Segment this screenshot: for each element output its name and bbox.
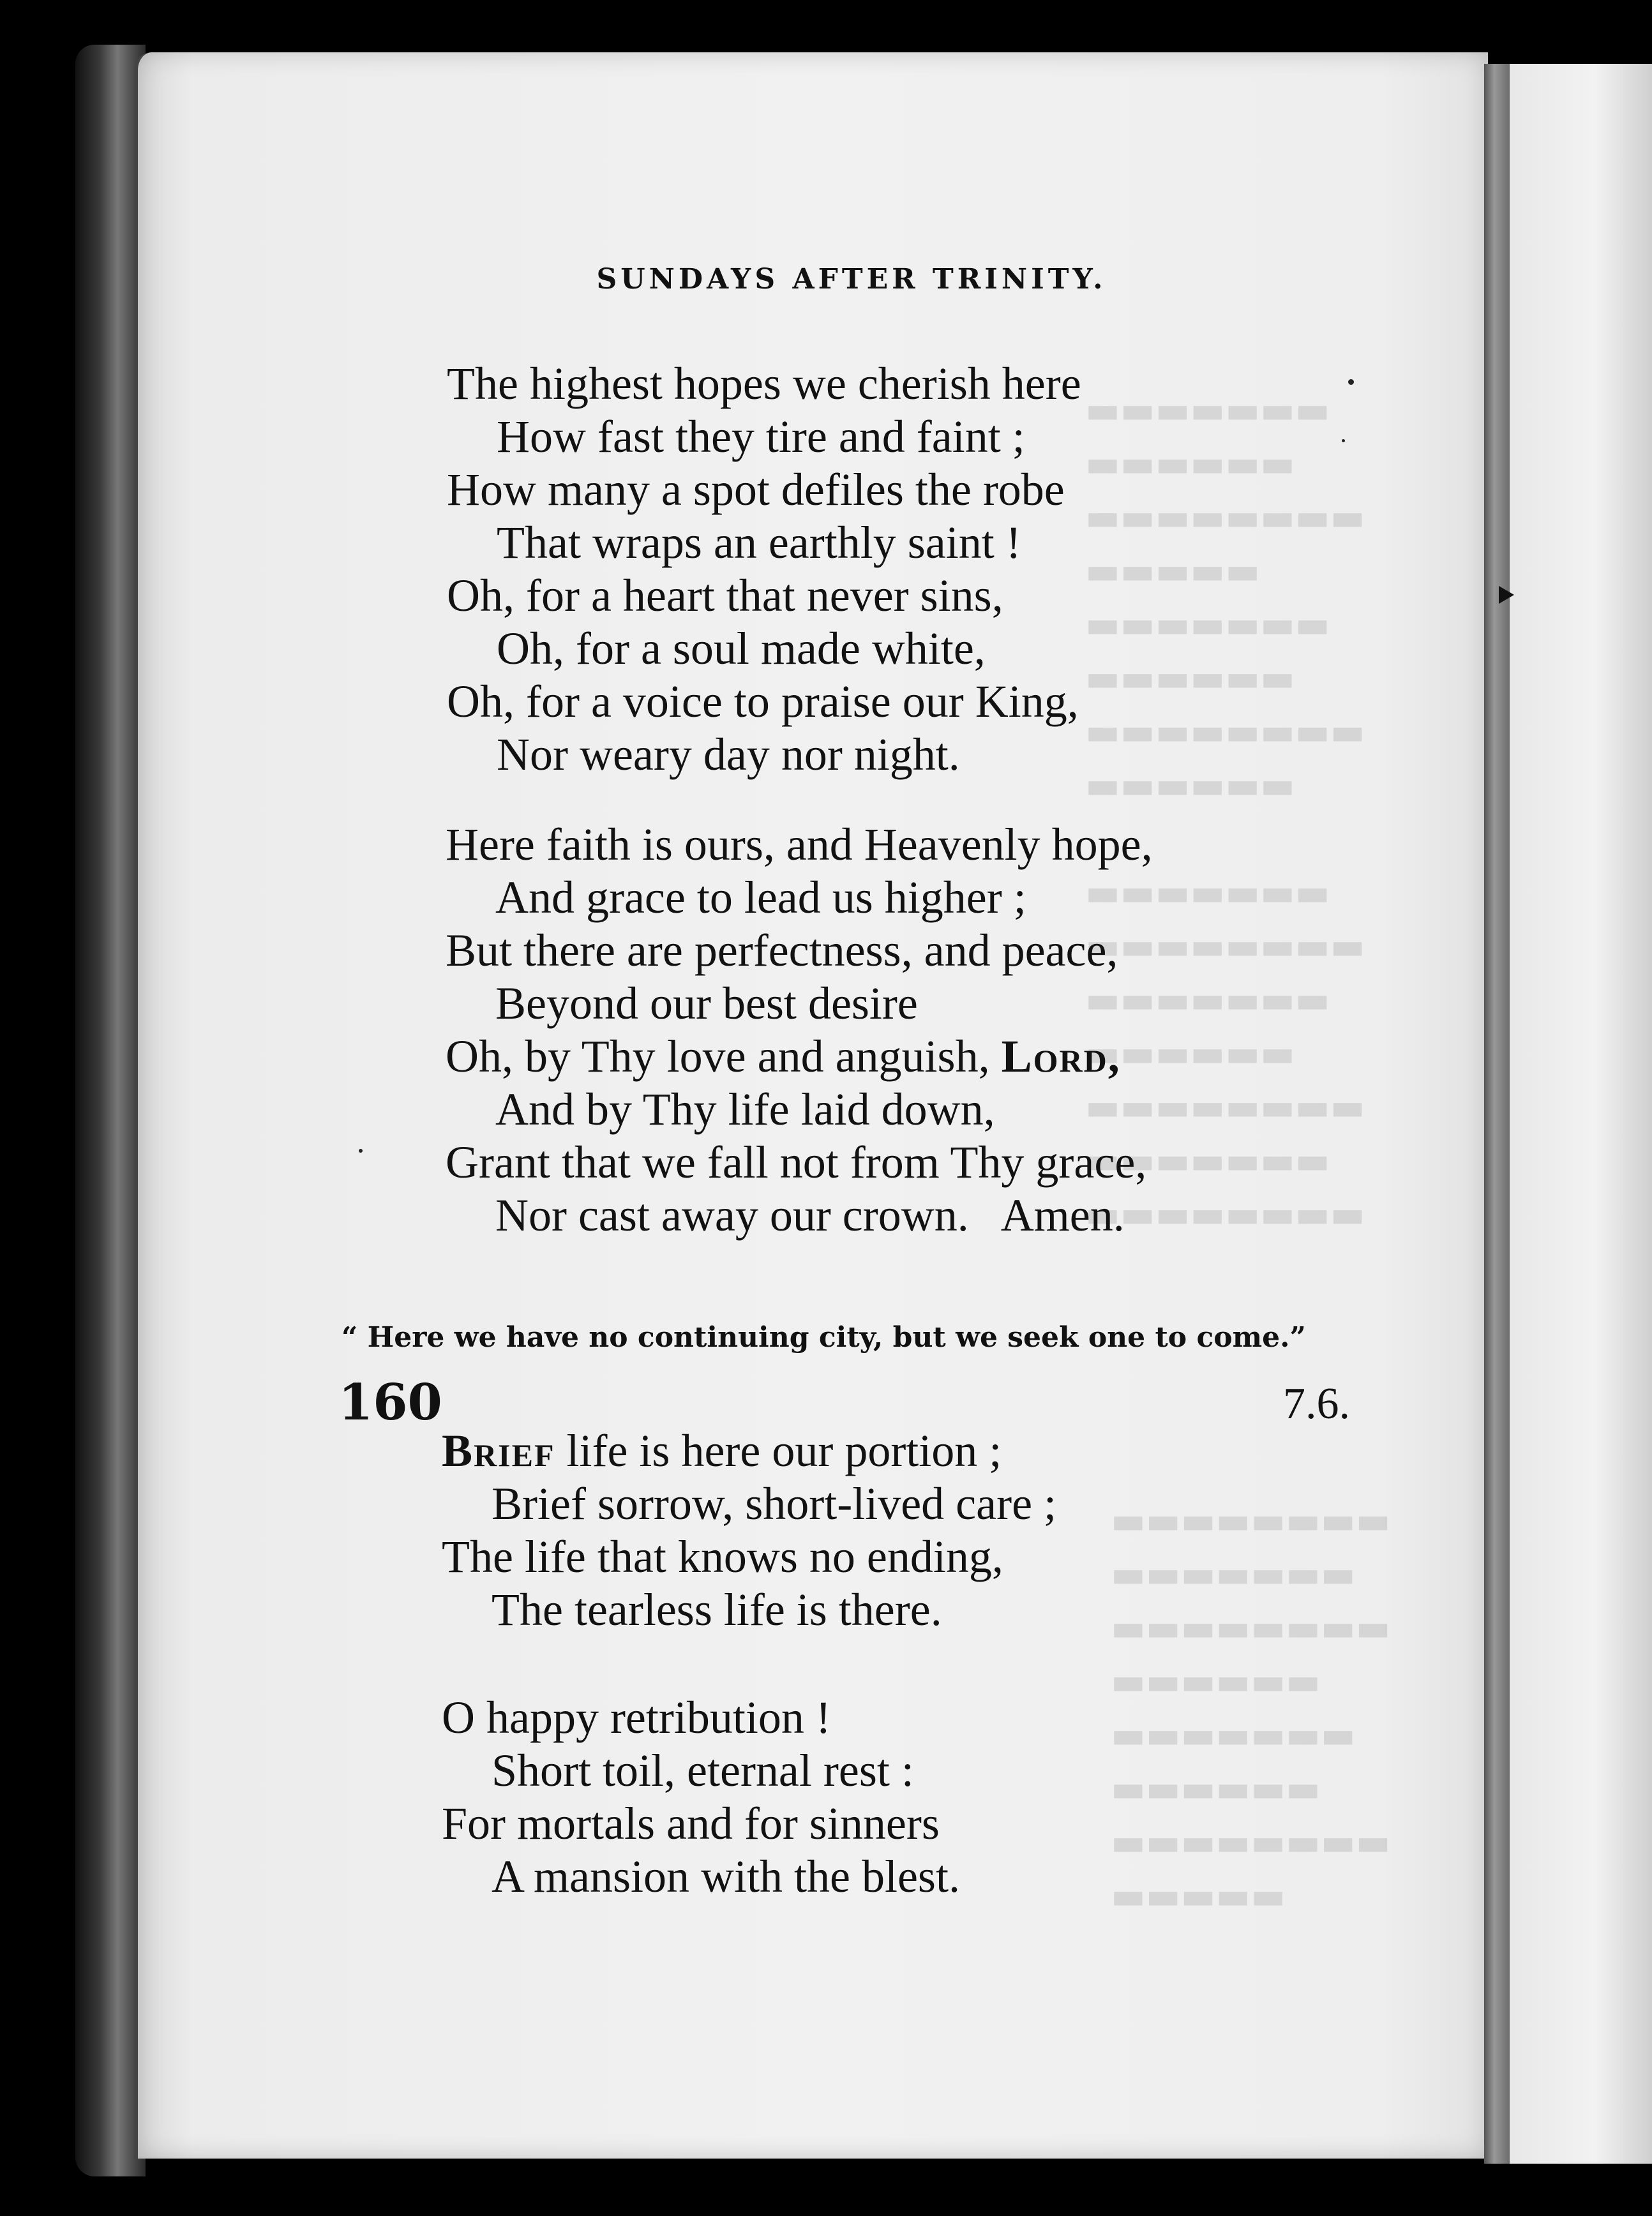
verse-line: And grace to lead us higher ;	[495, 872, 1026, 923]
running-head: SUNDAYS AFTER TRINITY.	[596, 263, 1107, 296]
verse-line: Nor cast away our crown. Amen.	[495, 1190, 1125, 1241]
hymn-number: 160	[338, 1374, 442, 1432]
verse-line: Here faith is ours, and Heavenly hope,	[446, 819, 1153, 870]
opening-word-smallcaps: Brief	[442, 1425, 555, 1476]
verse-line: A mansion with the blest.	[492, 1851, 960, 1902]
verse-line: That wraps an earthly saint !	[497, 517, 1021, 568]
verse-line: O happy retribution !	[442, 1692, 831, 1743]
stanza-4	[442, 1691, 960, 1903]
page-tab-arrow-icon	[1499, 586, 1514, 604]
verse-line: For mortals and for sinners	[442, 1798, 940, 1849]
verse-line	[446, 1030, 1153, 1083]
verse-line: The tearless life is there.	[492, 1584, 942, 1635]
page-gutter	[1484, 64, 1510, 2164]
hymn-meter: 7.6.	[1283, 1379, 1350, 1428]
stanza-1	[447, 357, 1081, 781]
verse-line: Oh, for a heart that never sins,	[447, 570, 1003, 621]
verse-line: Oh, for a soul made white,	[497, 623, 986, 674]
verse-line: Short toil, eternal rest :	[492, 1745, 914, 1796]
verse-line: Beyond our best desire	[495, 978, 918, 1029]
scripture-epigraph: “ Here we have no continuing city, but we seek one to come.”	[342, 1321, 1306, 1354]
verse-line: Brief sorrow, short-lived care ;	[492, 1478, 1057, 1529]
verse-text: life is here our portion ;	[555, 1425, 1002, 1476]
stanza-3	[442, 1425, 1056, 1636]
stanza-2	[446, 818, 1153, 1242]
scan-speck	[1348, 379, 1354, 385]
adjacent-page-edge	[1510, 64, 1652, 2164]
verse-line: And by Thy life laid down,	[495, 1084, 995, 1135]
verse-line: Grant that we fall not from Thy grace,	[446, 1137, 1147, 1188]
verse-line	[442, 1425, 1056, 1478]
scan-speck	[359, 1149, 363, 1153]
verse-line: But there are perfectness, and peace,	[446, 925, 1118, 976]
verse-line: Nor weary day nor night.	[497, 729, 960, 780]
verse-line: How many a spot defiles the robe	[447, 464, 1065, 515]
verse-line: Oh, for a voice to praise our King,	[447, 676, 1079, 727]
verse-line: The life that knows no ending,	[442, 1531, 1003, 1582]
divine-name-smallcaps: Lord,	[1001, 1031, 1121, 1082]
verse-line: How fast they tire and faint ;	[497, 411, 1025, 462]
verse-text: Oh, by Thy love and anguish,	[446, 1031, 1002, 1082]
verse-line: The highest hopes we cherish here	[447, 358, 1081, 409]
scan-speck	[1342, 439, 1345, 442]
